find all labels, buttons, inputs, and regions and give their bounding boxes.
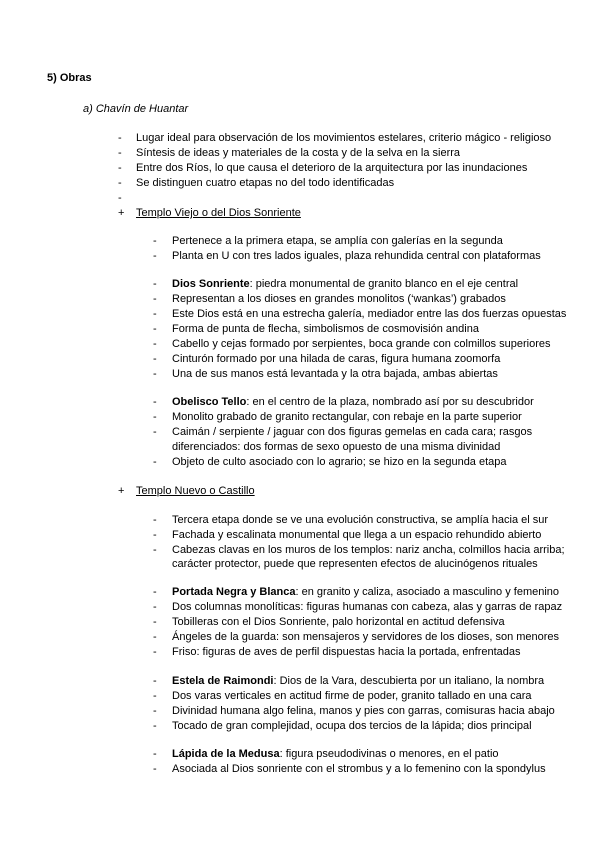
bullet-dash: -	[153, 235, 157, 247]
term-description: : figura pseudodivinas o menores, en el patio	[279, 748, 499, 760]
bullet-dash: -	[153, 763, 157, 775]
bullet-dash: -	[153, 411, 157, 423]
list-item: Representan a los dioses en grandes monolitos (‘wankas’) grabados	[172, 293, 506, 305]
term-lapida-medusa: Lápida de la Medusa	[172, 748, 280, 760]
list-item-dios-sonriente	[172, 278, 518, 291]
templo-nuevo-title: Templo Nuevo o Castillo	[136, 485, 255, 497]
bullet-dash: -	[118, 147, 122, 159]
bullet-dash: -	[153, 586, 157, 598]
list-item: Entre dos Ríos, lo que causa el deterioro de la arquitectura por las inundaciones	[136, 162, 528, 174]
subsection-heading: a) Chavín de Huantar	[83, 103, 189, 115]
bullet-dash: -	[153, 308, 157, 320]
bullet-dash: -	[153, 426, 157, 438]
bullet-dash: -	[153, 631, 157, 643]
bullet-dash: -	[153, 396, 157, 408]
list-item: Forma de punta de flecha, simbolismos de cosmovisión andina	[172, 323, 479, 335]
bullet-dash: -	[153, 690, 157, 702]
list-item: Asociada al Dios sonriente con el strombus y a lo femenino con la spondylus	[172, 763, 546, 775]
list-item: Pertenece a la primera etapa, se amplía con galerías en la segunda	[172, 235, 503, 247]
list-item: Cabello y cejas formado por serpientes, boca grande con colmillos superiores	[172, 338, 551, 350]
bullet-dash: -	[153, 544, 157, 556]
list-item: Lugar ideal para observación de los movimientos estelares, criterio mágico - religioso	[136, 132, 552, 144]
bullet-dash: -	[153, 720, 157, 732]
bullet-dash: -	[118, 162, 122, 174]
list-item: Tocado de gran complejidad, ocupa dos tercios de la lápida; dios principal	[172, 720, 532, 732]
term-portada-negra-blanca: Portada Negra y Blanca	[172, 586, 296, 598]
bullet-dash: -	[153, 278, 157, 290]
term-description: : Dios de la Vara, descubierta por un italiano, la nombra	[273, 675, 545, 687]
bullet-dash: -	[153, 705, 157, 717]
list-item: Cabezas clavas en los muros de los templos: nariz ancha, colmillos hacia arriba;	[172, 544, 565, 556]
term-description: : en granito y caliza, asociado a masculino y femenino	[295, 586, 560, 598]
bullet-dash: -	[118, 177, 122, 189]
bullet-dash: -	[118, 192, 122, 204]
list-item: Se distinguen cuatro etapas no del todo identificadas	[136, 177, 395, 189]
term-obelisco-tello: Obelisco Tello	[172, 396, 247, 408]
bullet-dash: -	[153, 616, 157, 628]
term-description: : piedra monumental de granito blanco en el eje central	[249, 278, 519, 290]
templo-viejo-title: Templo Viejo o del Dios Sonriente	[136, 207, 301, 219]
bullet-dash: -	[153, 529, 157, 541]
list-item: Dos columnas monolíticas: figuras humanas con cabeza, alas y garras de rapaz	[172, 601, 563, 613]
bullet-dash: -	[153, 338, 157, 350]
bullet-dash: -	[153, 514, 157, 526]
list-item: Friso: figuras de aves de perfil dispuestas hacia la portada, enfrentadas	[172, 646, 521, 658]
list-item-portada	[172, 586, 559, 599]
list-item: Divinidad humana algo felina, manos y pies con garras, comisuras hacia abajo	[172, 705, 555, 717]
bullet-plus: +	[118, 207, 125, 219]
bullet-dash: -	[153, 250, 157, 262]
list-item: Planta en U con tres lados iguales, plaza rehundida central con plataformas	[172, 250, 541, 262]
list-item: Tobilleras con el Dios Sonriente, palo horizontal en actitud defensiva	[172, 616, 505, 628]
bullet-dash: -	[153, 368, 157, 380]
list-item: Tercera etapa donde se ve una evolución constructiva, se amplía hacia el sur	[172, 514, 549, 526]
list-item-obelisco	[172, 396, 534, 409]
bullet-dash: -	[153, 675, 157, 687]
bullet-dash: -	[153, 748, 157, 760]
list-item: Dos varas verticales en actitud firme de poder, granito tallado en una cara	[172, 690, 532, 702]
section-heading: 5) Obras	[47, 72, 92, 84]
list-item-estela	[172, 675, 544, 688]
bullet-dash: -	[153, 293, 157, 305]
term-description: : en el centro de la plaza, nombrado así por su descubridor	[246, 396, 534, 408]
list-item: Una de sus manos está levantada y la otra bajada, ambas abiertas	[172, 368, 498, 380]
list-item: Objeto de culto asociado con lo agrario; se hizo en la segunda etapa	[172, 456, 507, 468]
bullet-plus: +	[118, 485, 125, 497]
bullet-dash: -	[153, 353, 157, 365]
list-item: Ángeles de la guarda: son mensajeros y servidores de los dioses, son menores	[172, 631, 560, 643]
list-item-continuation: carácter protector, puede que representen efectos de alucinógenos rituales	[172, 558, 538, 570]
list-item: Cinturón formado por una hilada de caras, figura humana zoomorfa	[172, 353, 501, 365]
list-item-lapida	[172, 748, 499, 761]
bullet-dash: -	[153, 456, 157, 468]
list-item: Caimán / serpiente / jaguar con dos figuras gemelas en cada cara; rasgos	[172, 426, 533, 438]
bullet-dash: -	[153, 646, 157, 658]
term-dios-sonriente: Dios Sonriente	[172, 278, 250, 290]
list-item: Síntesis de ideas y materiales de la costa y de la selva en la sierra	[136, 147, 461, 159]
list-item: Este Dios está en una estrecha galería, mediador entre las dos fuerzas opuestas	[172, 308, 567, 320]
list-item: Monolito grabado de granito rectangular, con rebaje en la parte superior	[172, 411, 522, 423]
bullet-dash: -	[153, 323, 157, 335]
list-item: Fachada y escalinata monumental que llega a un espacio rehundido abierto	[172, 529, 542, 541]
term-estela-raimondi: Estela de Raimondi	[172, 675, 274, 687]
bullet-dash: -	[153, 601, 157, 613]
bullet-dash: -	[118, 132, 122, 144]
list-item-continuation: diferenciados: dos formas de sexo opuesto de una misma divinidad	[172, 441, 501, 453]
